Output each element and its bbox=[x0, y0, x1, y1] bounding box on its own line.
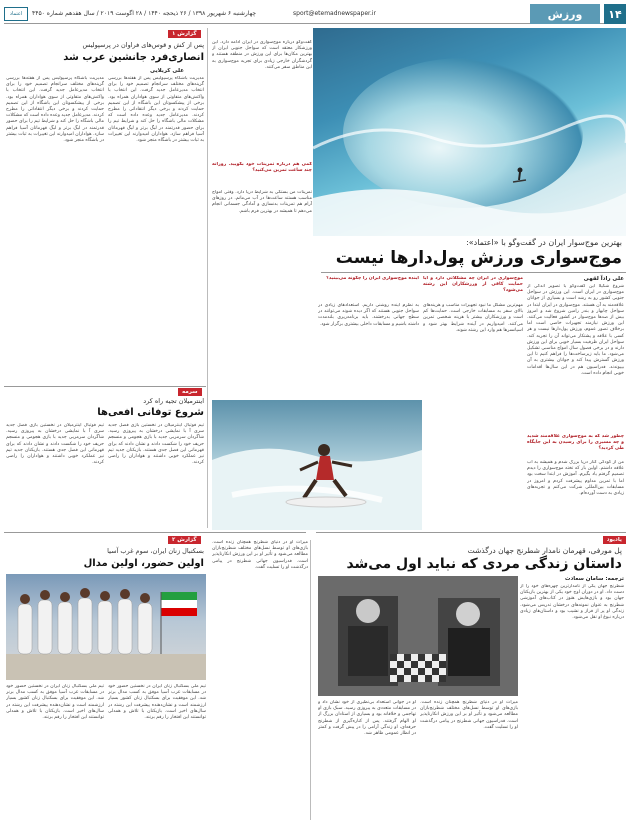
issue-dateline: چهارشنبه ۶ شهریور ۱۳۹۸ / ۲۶ ذیحجه ۱۴۴۰ / ۲۸ اگوست ۲۰۱۹ / سال هفدهم شماره ۴۴۵۰ bbox=[32, 10, 257, 17]
column-divider bbox=[207, 28, 208, 528]
sidebar-top-text: مدیریت باشگاه پرسپولیس پس از هفته‌ها بررسی گزینه‌های مختلف سرانجام تصمیم خود را برای انتخاب مدیرعامل جدید گرفت. این انتخاب با واکنش‌های متفاوتی از سوی هواداران همراه بود. برخی از پیشکسوتان این باشگاه از این تصمیم حمایت کردند و برخی دیگر انتقاداتی را مطرح کردند. مدیرعامل جدید وعده داده است که مشکلات مالی باشگاه را حل کند و شرایط تیم را برای حضور قدرتمند در لیگ برتر و لیگ قهرمانان آسیا فراهم سازد. هواداران امیدوارند این تغییرات به ثبات بیشتر در باشگاه منجر شود. bbox=[108, 76, 204, 144]
main-story-text: من از کودکی کنار دریا بزرگ شدم و همیشه به آب علاقه داشتم. اولین بار که تخته موج‌سواری را دیدم تصمیم گرفتم یاد بگیرم. آموزش در ابتدا سخت بود اما با تمرین مداوم پیشرفت کردم و امروز در مسابقات بین‌المللی شرکت می‌کنم و تجربه‌های زیادی به دست آورده‌ام. bbox=[527, 460, 624, 497]
sidebar-top-byline: علی کربلایی bbox=[150, 68, 184, 74]
page-number: ۱۴ bbox=[604, 4, 626, 24]
chess-board-icon bbox=[318, 576, 518, 696]
section-title: ورزش bbox=[530, 4, 600, 24]
sidebar-bottom-kicker: بسکتبال زنان ایران، سوم غرب آسیا bbox=[107, 547, 204, 555]
main-story-text: مهم‌ترین مشکل ما نبود تجهیزات مناسب و هزینه‌های بالای سفر به مسابقات خارجی است. حمایت‌ها کم است و ورزشکاران بیشتر با هزینه شخصی تمرین می‌کنند. امیدواریم در آینده شرایط بهتر شود و اسپانسرها هم وارد این رشته شوند. bbox=[423, 303, 523, 333]
sidebar-top-headline: انصاری‌فرد جانشین عرب شد bbox=[63, 52, 204, 63]
sidebar-mid-tag: سرمه bbox=[178, 388, 202, 396]
sidebar-mid-headline: شروع توفانی افعی‌ها bbox=[97, 407, 204, 418]
section-rule bbox=[316, 532, 626, 533]
main-story-text: گفت‌وگو درباره موج‌سواری در ایران ادامه دارد. این ورزشکار معتقد است که سواحل جنوبی ایران از بهترین مکان‌ها برای این ورزش در منطقه هستند و گردشگران خارجی زیادی برای تجربه موج‌سواری به این مناطق سفر می‌کنند. bbox=[212, 40, 312, 70]
bottom-story-text: میراث او در دنیای شطرنج همچنان زنده است. بازی‌های او توسط نسل‌های مختلف شطرنج‌بازان مطالعه می‌شود و تأثیر او بر این ورزش انکارناپذیر است. فدراسیون جهانی شطرنج در پیامی درگذشت او را تسلیت گفت. bbox=[420, 700, 518, 730]
main-story-text: به نظرم آینده روشنی داریم. استعدادهای زیادی در سواحل جنوبی هستند که اگر دیده شوند می‌توانند در سطح جهانی بدرخشند. باید برنامه‌ریزی بلندمدت داشته باشیم و مسابقات داخلی بیشتری برگزار شود. bbox=[318, 303, 419, 327]
surfer-figure-icon bbox=[212, 400, 422, 530]
sidebar-top-text: مدیریت باشگاه پرسپولیس پس از هفته‌ها بررسی گزینه‌های مختلف سرانجام تصمیم خود را برای انتخاب مدیرعامل جدید گرفت. این انتخاب با واکنش‌های متفاوتی از سوی هواداران همراه بود. برخی از پیشکسوتان این باشگاه از این تصمیم حمایت کردند و برخی دیگر انتقاداتی را مطرح کردند. مدیرعامل جدید وعده داده است که مشکلات مالی باشگاه را حل کند و شرایط تیم را برای حضور قدرتمند در لیگ برتر و لیگ قهرمانان آسیا فراهم سازد. هواداران امیدوارند این تغییرات به ثبات بیشتر در باشگاه منجر شود. bbox=[6, 76, 104, 144]
main-story-headline: موج‌سواری ورزش پول‌دارها نیست bbox=[335, 248, 622, 268]
bottom-story-headline: داستان زندگی مردی که نباید اول می‌شد bbox=[346, 556, 622, 572]
sidebar-bottom-text: تیم ملی بسکتبال زنان ایران در نخستین حضور خود در مسابقات غرب آسیا موفق به کسب مدال برنز شد. این موفقیت برای بسکتبال زنان کشور بسیار ارزشمند است و نشان‌دهنده پیشرفت این رشته در سال‌های اخیر است. بازیکنان با تلاش و همدلی توانستند این افتخار را رقم بزنند. bbox=[6, 684, 104, 721]
headline-rule bbox=[321, 272, 626, 273]
main-story-byline: علی رادآ لقهی bbox=[583, 276, 624, 282]
surfer-silhouette-icon bbox=[313, 28, 626, 236]
main-story-question: کمی هم درباره تمرینات خود بگویید. روزانه چند ساعت تمرین می‌کنید؟ bbox=[212, 162, 312, 174]
bottom-story-tag: یادبود bbox=[603, 536, 626, 544]
sidebar-rule bbox=[4, 532, 306, 533]
sidebar-mid-kicker: اینترمیلان تجیه راه کرد bbox=[143, 397, 204, 405]
bottom-story-text: شطرنج جهان یکی از نامدارترین چهره‌های خود را از دست داد. او در دوران اوج خود یکی از بهترین بازیکنان جهان بود و بازی‌هایش هنوز در کتاب‌های آموزشی شطرنج به عنوان نمونه‌های درخشان تدریس می‌شود. زندگی او پر از فراز و نشیب بود و داستان‌های زیادی درباره نبوغ او نقل می‌شود. bbox=[520, 584, 624, 621]
main-story-question: چطور شد که به موج‌سواری علاقه‌مند شدید و چه مسیری را برای رسیدن به این جایگاه طی کردید؟ bbox=[527, 434, 624, 452]
main-story-question: موج‌سواری در ایران چه مشکلاتی دارد و آیا حمایت کافی از ورزشکاران این رشته می‌شود؟ bbox=[423, 276, 523, 294]
basketball-team-photo bbox=[6, 574, 206, 680]
section-email: sport@etemadnewspaper.ir bbox=[293, 10, 376, 17]
team-players-icon bbox=[6, 574, 206, 680]
main-story-kicker: بهترین موج‌سوار ایران در گفت‌وگو با «اعتماد»: bbox=[466, 238, 622, 247]
bottom-story-text: میراث او در دنیای شطرنج همچنان زنده است. بازی‌های او توسط نسل‌های مختلف شطرنج‌بازان مطالعه می‌شود و تأثیر او بر این ورزش انکارناپذیر است. فدراسیون جهانی شطرنج در پیامی درگذشت او را تسلیت گفت. bbox=[212, 540, 308, 570]
bottom-story-byline: ترجمه: سامان سعادت bbox=[564, 576, 624, 582]
sidebar-bottom-tag: گزارش ۲ bbox=[168, 536, 201, 544]
page-header bbox=[4, 4, 626, 24]
main-story-text: شروع شکیلا این گفت‌وگو با تصویر اندکی از موج‌سواری در ایران است. این ورزش در سواحل جنوبی کشور رو به رشد است و بسیاری از جوانان علاقه‌مند به آن هستند. موج‌سواری در ایران ابتدا در سواحل چابهار و بندر رامین شروع شد و امروز بیش از صدها موج‌سوار در کشور فعالیت می‌کنند. این ورزش نیازمند تجهیزات خاصی است اما برخلاف تصور عموم، ورزش پول‌دارها نیست و هر کسی با علاقه و پشتکار می‌تواند آن را تجربه کند. سواحل ایران ظرفیت بسیار خوبی برای این ورزش دارند و در برخی فصول سال امواج مناسبی تشکیل می‌شود. ما باید زیرساخت‌ها را فراهم کنیم تا این ورزش گسترش پیدا کند و جوانان بیشتری به آن بپیوندند. فدراسیون هم در این سال‌ها اقدامات خوبی انجام داده است. bbox=[527, 284, 624, 376]
chess-players-photo bbox=[318, 576, 518, 696]
bottom-story-text: او در جوانی استعداد بی‌نظیری از خود نشان داد و در مسابقات متعددی به پیروزی رسید. سبک بازی او تهاجمی و خلاقانه بود و بسیاری از استادان بزرگ از او الهام گرفتند. پس از کناره‌گیری از شطرنج حرفه‌ای، او زندگی آرامی را در پیش گرفت و کمتر در انظار عمومی ظاهر شد. bbox=[318, 700, 416, 737]
newspaper-logo: اعتماد bbox=[4, 7, 28, 21]
sidebar-mid-text: تیم فوتبال اینترمیلان در نخستین بازی فصل جدید سری آ با نمایشی درخشان به پیروزی رسید. شاگردان سرمربی جدید با بازی هجومی و منسجم حریف خود را شکست دادند و نشان دادند که برای قهرمانی این فصل جدی هستند. بازیکنان جدید تیم نیز عملکرد خوبی داشتند و هواداران را راضی کردند. bbox=[108, 423, 204, 466]
sidebar-top-tag: گزارش ۱ bbox=[168, 30, 201, 38]
bottom-story-kicker: پل مورفی، قهرمان نامدار شطرنج جهان درگذشت bbox=[467, 546, 622, 555]
column-divider bbox=[310, 540, 311, 820]
surfing-wave-photo bbox=[313, 28, 626, 236]
sidebar-rule bbox=[4, 386, 206, 387]
sidebar-mid-text: تیم فوتبال اینترمیلان در نخستین بازی فصل جدید سری آ با نمایشی درخشان به پیروزی رسید. شاگردان سرمربی جدید با بازی هجومی و منسجم حریف خود را شکست دادند و نشان دادند که برای قهرمانی این فصل جدی هستند. بازیکنان جدید تیم نیز عملکرد خوبی داشتند و هواداران را راضی کردند. bbox=[6, 423, 104, 466]
main-story-question: آینده موج‌سواری ایران را چگونه می‌بینید؟ bbox=[326, 276, 419, 281]
surfer-action-photo bbox=[212, 400, 422, 530]
sidebar-top-kicker: پس از کش و قوس‌های فراوان در پرسپولیس bbox=[82, 41, 204, 49]
main-story-text: تمرینات من بستگی به شرایط دریا دارد. وقتی امواج مناسب هستند ساعت‌ها در آب می‌مانم. در روزهای آرام هم تمرینات بدنسازی و آمادگی جسمانی انجام می‌دهم تا همیشه در بهترین فرم باشم. bbox=[212, 190, 312, 214]
sidebar-bottom-text: تیم ملی بسکتبال زنان ایران در نخستین حضور خود در مسابقات غرب آسیا موفق به کسب مدال برنز شد. این موفقیت برای بسکتبال زنان کشور بسیار ارزشمند است و نشان‌دهنده پیشرفت این رشته در سال‌های اخیر است. بازیکنان با تلاش و همدلی توانستند این افتخار را رقم بزنند. bbox=[108, 684, 206, 721]
sidebar-bottom-headline: اولین حضور، اولین مدال bbox=[83, 558, 204, 569]
